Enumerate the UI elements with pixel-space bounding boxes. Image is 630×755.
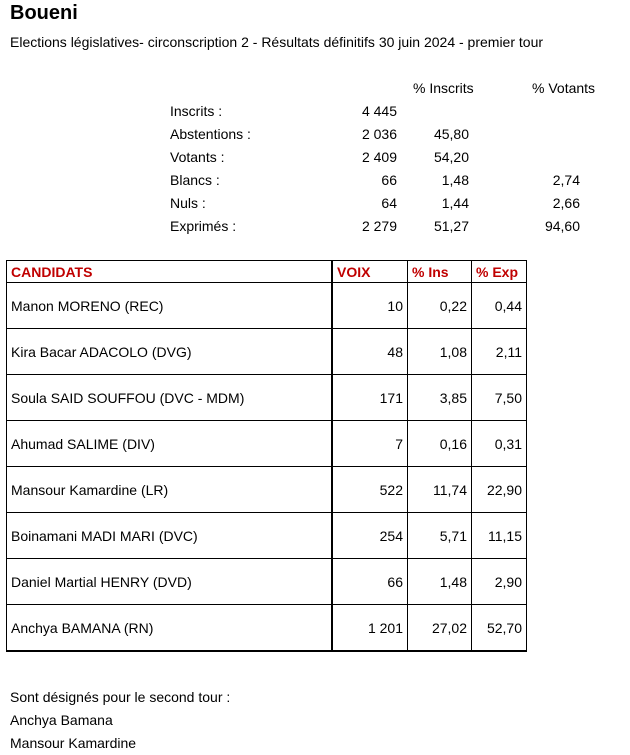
summary-value: 66 [381, 172, 397, 188]
summary-label: Inscrits : [170, 103, 223, 119]
candidate-pct-exp: 2,90 [472, 559, 527, 605]
second-round-candidate: Mansour Kamardine [10, 735, 137, 751]
candidate-voix: 48 [332, 329, 408, 375]
candidate-voix: 1 201 [332, 605, 408, 652]
candidate-name: Manon MORENO (REC) [7, 283, 333, 329]
summary-value: 2 279 [361, 218, 397, 234]
table-row [7, 329, 527, 375]
summary-pct-inscrits: 51,27 [433, 218, 469, 234]
header-voix: VOIX [332, 261, 408, 283]
candidate-pct-exp: 7,50 [472, 375, 527, 421]
summary-label: Nuls : [170, 195, 206, 211]
candidate-pct-exp: 0,44 [472, 283, 527, 329]
candidate-name: Anchya BAMANA (RN) [7, 605, 333, 652]
header-pct-exp: % Exp [472, 261, 527, 283]
page-title: Boueni [10, 2, 78, 24]
summary-pct-votants: 94,60 [544, 218, 580, 234]
candidate-pct-exp: 2,11 [472, 329, 527, 375]
summary-label: Exprimés : [170, 218, 237, 234]
second-round-intro: Sont désignés pour le second tour : [10, 689, 231, 705]
summary-header-pct-inscrits: % Inscrits [413, 80, 474, 96]
summary-label: Abstentions : [170, 126, 251, 142]
candidate-pct-ins: 0,22 [408, 283, 472, 329]
header-candidats: CANDIDATS [7, 261, 333, 283]
candidate-pct-ins: 1,48 [408, 559, 472, 605]
second-round-candidate: Anchya Bamana [10, 712, 113, 728]
page-subtitle: Elections législatives- circonscription 2 - Résultats définitifs 30 juin 2024 - premier tour [10, 34, 544, 50]
summary-pct-inscrits: 54,20 [433, 149, 469, 165]
candidate-name: Kira Bacar ADACOLO (DVG) [7, 329, 333, 375]
summary-label: Blancs : [170, 172, 220, 188]
summary-pct-inscrits: 45,80 [433, 126, 469, 142]
candidate-pct-ins: 3,85 [408, 375, 472, 421]
table-row [7, 283, 527, 329]
summary-pct-inscrits: 1,44 [441, 195, 469, 211]
candidate-name: Mansour Kamardine (LR) [7, 467, 333, 513]
candidate-pct-ins: 0,16 [408, 421, 472, 467]
candidate-voix: 522 [332, 467, 408, 513]
header-pct-ins: % Ins [408, 261, 472, 283]
candidate-pct-exp: 52,70 [472, 605, 527, 652]
table-row [7, 467, 527, 513]
summary-pct-votants: 2,66 [552, 195, 580, 211]
candidate-name: Daniel Martial HENRY (DVD) [7, 559, 333, 605]
candidate-pct-exp: 0,31 [472, 421, 527, 467]
results-header-row [7, 261, 527, 283]
candidate-name: Boinamani MADI MARI (DVC) [7, 513, 333, 559]
candidate-voix: 7 [332, 421, 408, 467]
candidate-voix: 10 [332, 283, 408, 329]
summary-value: 2 036 [361, 126, 397, 142]
table-row [7, 421, 527, 467]
candidate-voix: 254 [332, 513, 408, 559]
candidate-name: Soula SAID SOUFFOU (DVC - MDM) [7, 375, 333, 421]
candidate-pct-exp: 22,90 [472, 467, 527, 513]
candidate-pct-ins: 27,02 [408, 605, 472, 652]
second-round-note [10, 686, 230, 755]
summary-header-pct-votants: % Votants [532, 80, 596, 96]
summary-pct-votants: 2,74 [552, 172, 580, 188]
candidate-pct-ins: 5,71 [408, 513, 472, 559]
table-row [7, 559, 527, 605]
candidate-voix: 66 [332, 559, 408, 605]
results-table [6, 260, 527, 652]
summary-value: 2 409 [361, 149, 397, 165]
table-row [7, 605, 527, 652]
summary-value: 64 [381, 195, 397, 211]
candidate-voix: 171 [332, 375, 408, 421]
table-row [7, 375, 527, 421]
candidate-name: Ahumad SALIME (DIV) [7, 421, 333, 467]
candidate-pct-ins: 1,08 [408, 329, 472, 375]
candidate-pct-ins: 11,74 [408, 467, 472, 513]
summary-label: Votants : [170, 149, 225, 165]
table-row [7, 513, 527, 559]
summary-pct-inscrits: 1,48 [441, 172, 469, 188]
candidate-pct-exp: 11,15 [472, 513, 527, 559]
summary-value: 4 445 [361, 103, 397, 119]
